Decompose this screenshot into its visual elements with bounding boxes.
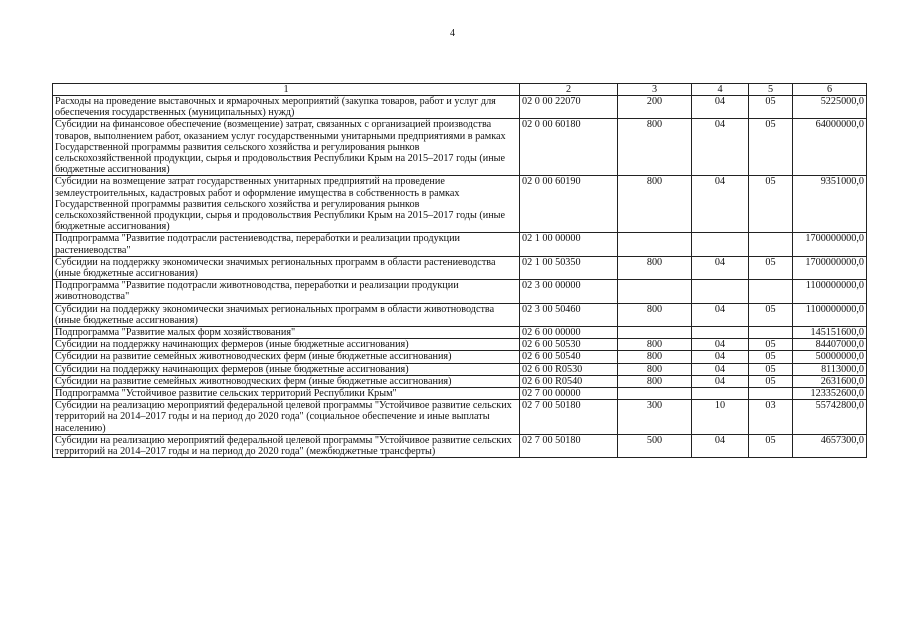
table-row xyxy=(53,363,867,375)
row-section-cell: 04 xyxy=(692,375,749,387)
row-expense-type-cell xyxy=(618,233,692,256)
row-subsection-cell xyxy=(749,233,793,256)
row-subsection-cell: 05 xyxy=(749,363,793,375)
row-expense-type-cell: 800 xyxy=(618,375,692,387)
row-amount-cell: 1700000000,0 xyxy=(793,256,867,279)
row-amount-cell: 55742800,0 xyxy=(793,400,867,435)
row-subsection-cell xyxy=(749,327,793,339)
row-section-cell: 04 xyxy=(692,351,749,363)
table-row xyxy=(53,176,867,233)
row-expense-type-cell: 800 xyxy=(618,339,692,351)
row-code-cell: 02 1 00 00000 xyxy=(520,233,618,256)
table-row xyxy=(53,256,867,279)
row-name-cell: Субсидии на поддержку экономически значимых региональных программ в области животноводства (иные бюджетные ассигнования) xyxy=(53,303,520,326)
row-expense-type-cell: 800 xyxy=(618,303,692,326)
row-name-cell: Подпрограмма "Развитие малых форм хозяйствования" xyxy=(53,327,520,339)
row-subsection-cell: 05 xyxy=(749,176,793,233)
row-name-cell: Субсидии на поддержку экономически значимых региональных программ в области растениеводства (иные бюджетные ассигнования) xyxy=(53,256,520,279)
row-expense-type-cell xyxy=(618,388,692,400)
row-expense-type-cell: 500 xyxy=(618,434,692,457)
table-row xyxy=(53,280,867,303)
header-cell-1: 1 xyxy=(53,84,520,96)
row-code-cell: 02 6 00 50540 xyxy=(520,351,618,363)
row-name-cell: Подпрограмма "Устойчивое развитие сельских территорий Республики Крым" xyxy=(53,388,520,400)
row-section-cell xyxy=(692,233,749,256)
row-amount-cell: 50000000,0 xyxy=(793,351,867,363)
table-row xyxy=(53,339,867,351)
row-subsection-cell: 05 xyxy=(749,434,793,457)
table-row xyxy=(53,388,867,400)
table-row xyxy=(53,434,867,457)
row-subsection-cell xyxy=(749,280,793,303)
row-expense-type-cell: 800 xyxy=(618,176,692,233)
row-expense-type-cell: 300 xyxy=(618,400,692,435)
table-row xyxy=(53,351,867,363)
row-name-cell: Субсидии на развитие семейных животноводческих ферм (иные бюджетные ассигнования) xyxy=(53,375,520,387)
table-row xyxy=(53,233,867,256)
row-code-cell: 02 6 00 R0530 xyxy=(520,363,618,375)
row-expense-type-cell xyxy=(618,327,692,339)
row-subsection-cell: 05 xyxy=(749,256,793,279)
row-section-cell: 04 xyxy=(692,119,749,176)
row-code-cell: 02 3 00 00000 xyxy=(520,280,618,303)
row-name-cell: Расходы на проведение выставочных и ярмарочных мероприятий (закупка товаров, работ и услуг для обеспечения государственных (муниципальных) нужд) xyxy=(53,96,520,119)
row-section-cell: 04 xyxy=(692,256,749,279)
row-amount-cell: 5225000,0 xyxy=(793,96,867,119)
header-cell-3: 3 xyxy=(618,84,692,96)
row-amount-cell: 2631600,0 xyxy=(793,375,867,387)
row-subsection-cell: 05 xyxy=(749,339,793,351)
row-code-cell: 02 7 00 00000 xyxy=(520,388,618,400)
row-code-cell: 02 6 00 R0540 xyxy=(520,375,618,387)
table-body xyxy=(53,96,867,458)
row-subsection-cell xyxy=(749,388,793,400)
row-section-cell: 04 xyxy=(692,176,749,233)
row-amount-cell: 64000000,0 xyxy=(793,119,867,176)
row-amount-cell: 1100000000,0 xyxy=(793,280,867,303)
table-row xyxy=(53,400,867,435)
row-name-cell: Субсидии на поддержку начинающих фермеров (иные бюджетные ассигнования) xyxy=(53,363,520,375)
row-amount-cell: 4657300,0 xyxy=(793,434,867,457)
row-section-cell: 04 xyxy=(692,339,749,351)
row-name-cell: Субсидии на финансовое обеспечение (возмещение) затрат, связанных с организацией производства товаров, выполнением работ, оказанием услуг государственными унитарными предприятиями в рамках Государственной программы развития сельского хозяйства и регулирования рынков сельскохозяйственной продукции, сырья и продовольствия Республики Крым на 2015–2017 годы (иные бюджетные ассигнования) xyxy=(53,119,520,176)
row-expense-type-cell: 800 xyxy=(618,363,692,375)
row-name-cell: Субсидии на реализацию мероприятий федеральной целевой программы "Устойчивое развитие сельских территорий на 2014–2017 годы и на период до 2020 года" (межбюджетные трансферты) xyxy=(53,434,520,457)
row-code-cell: 02 6 00 00000 xyxy=(520,327,618,339)
row-name-cell: Подпрограмма "Развитие подотрасли животноводства, переработки и реализации продукции животноводства" xyxy=(53,280,520,303)
table-row xyxy=(53,96,867,119)
table-row xyxy=(53,303,867,326)
row-code-cell: 02 7 00 50180 xyxy=(520,434,618,457)
row-code-cell: 02 1 00 50350 xyxy=(520,256,618,279)
row-section-cell: 04 xyxy=(692,363,749,375)
row-subsection-cell: 03 xyxy=(749,400,793,435)
row-subsection-cell: 05 xyxy=(749,375,793,387)
header-cell-2: 2 xyxy=(520,84,618,96)
table-row xyxy=(53,119,867,176)
row-code-cell: 02 3 00 50460 xyxy=(520,303,618,326)
row-amount-cell: 1100000000,0 xyxy=(793,303,867,326)
row-subsection-cell: 05 xyxy=(749,119,793,176)
table-row xyxy=(53,375,867,387)
row-section-cell xyxy=(692,388,749,400)
row-amount-cell: 8113000,0 xyxy=(793,363,867,375)
row-name-cell: Субсидии на развитие семейных животноводческих ферм (иные бюджетные ассигнования) xyxy=(53,351,520,363)
row-name-cell: Субсидии на поддержку начинающих фермеров (иные бюджетные ассигнования) xyxy=(53,339,520,351)
row-amount-cell: 9351000,0 xyxy=(793,176,867,233)
row-amount-cell: 84407000,0 xyxy=(793,339,867,351)
row-name-cell: Субсидии на возмещение затрат государственных унитарных предприятий на проведение землеустроительных, кадастровых работ и оформление имущества в собственность в рамках Государственной программы развития сельского хозяйства и регулирования рынков сельскохозяйственной продукции, сырья и продовольствия Республики Крым на 2015–2017 годы (иные бюджетные ассигнования) xyxy=(53,176,520,233)
row-name-cell: Субсидии на реализацию мероприятий федеральной целевой программы "Устойчивое развитие сельских территорий на 2014–2017 годы и на период до 2020 года" (социальное обеспечение и иные выплаты населению) xyxy=(53,400,520,435)
header-row xyxy=(53,84,867,96)
row-expense-type-cell: 800 xyxy=(618,256,692,279)
row-expense-type-cell: 200 xyxy=(618,96,692,119)
row-code-cell: 02 0 00 60180 xyxy=(520,119,618,176)
row-expense-type-cell: 800 xyxy=(618,351,692,363)
row-section-cell: 10 xyxy=(692,400,749,435)
row-code-cell: 02 6 00 50530 xyxy=(520,339,618,351)
row-amount-cell: 1700000000,0 xyxy=(793,233,867,256)
table-row xyxy=(53,327,867,339)
row-subsection-cell: 05 xyxy=(749,303,793,326)
row-code-cell: 02 7 00 50180 xyxy=(520,400,618,435)
row-subsection-cell: 05 xyxy=(749,96,793,119)
row-amount-cell: 123352600,0 xyxy=(793,388,867,400)
row-code-cell: 02 0 00 22070 xyxy=(520,96,618,119)
page-number: 4 xyxy=(450,28,455,39)
row-expense-type-cell xyxy=(618,280,692,303)
row-expense-type-cell: 800 xyxy=(618,119,692,176)
row-code-cell: 02 0 00 60190 xyxy=(520,176,618,233)
row-amount-cell: 145151600,0 xyxy=(793,327,867,339)
header-cell-5: 5 xyxy=(749,84,793,96)
row-section-cell: 04 xyxy=(692,303,749,326)
header-cell-4: 4 xyxy=(692,84,749,96)
row-section-cell: 04 xyxy=(692,434,749,457)
row-section-cell: 04 xyxy=(692,96,749,119)
row-subsection-cell: 05 xyxy=(749,351,793,363)
row-name-cell: Подпрограмма "Развитие подотрасли растениеводства, переработки и реализации продукции растениеводства" xyxy=(53,233,520,256)
row-section-cell xyxy=(692,327,749,339)
budget-table xyxy=(52,83,867,458)
header-cell-6: 6 xyxy=(793,84,867,96)
row-section-cell xyxy=(692,280,749,303)
